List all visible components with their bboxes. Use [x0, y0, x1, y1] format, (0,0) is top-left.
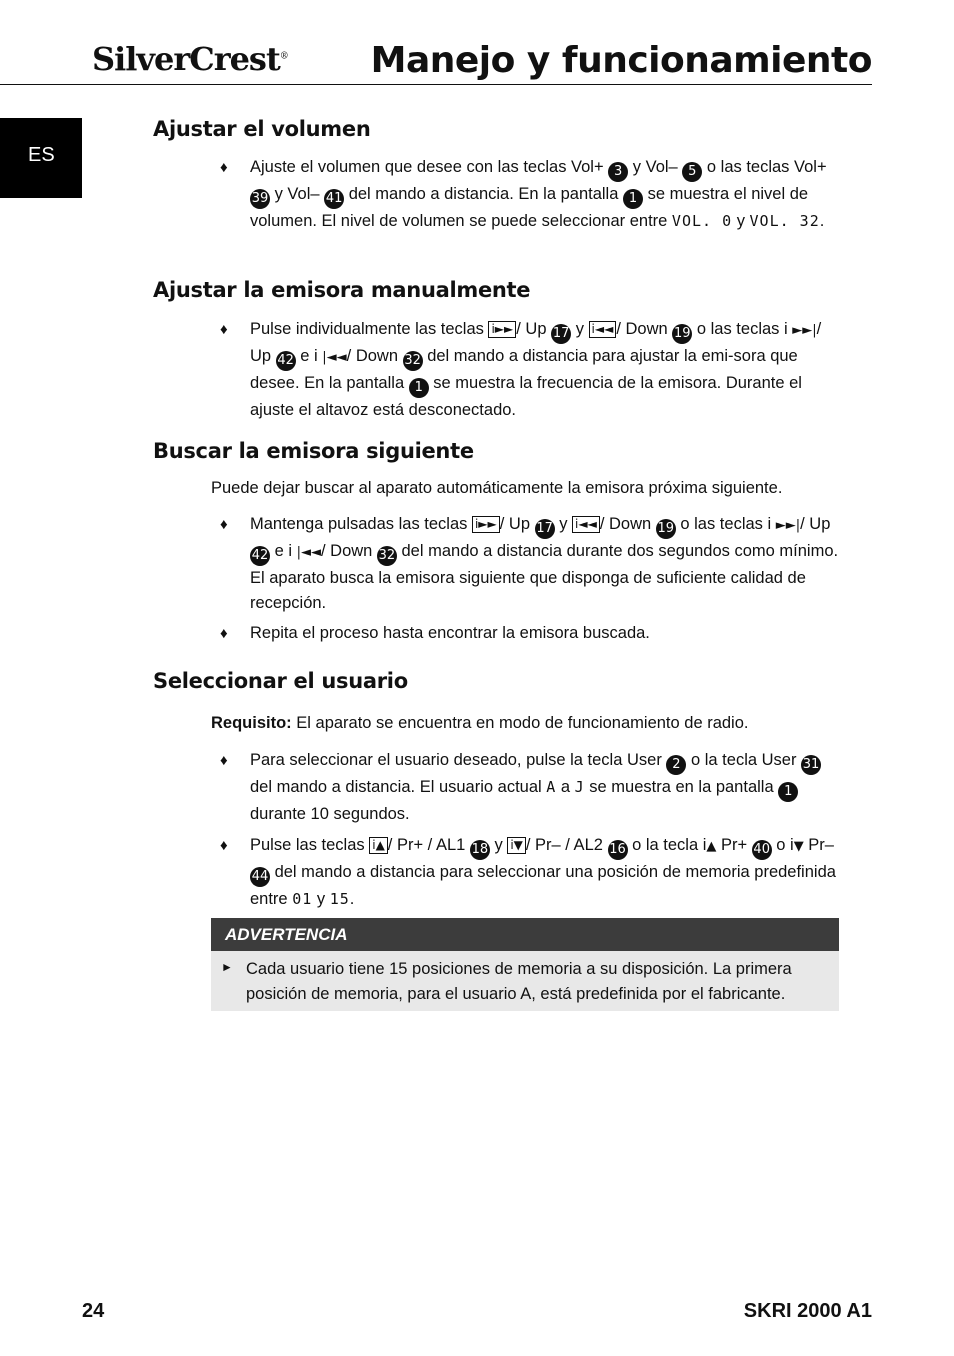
language-tab: ES: [0, 118, 82, 198]
section-title-user: Seleccionar el usuario: [153, 669, 408, 693]
lcd-text: VOL. 0: [671, 212, 733, 230]
callout-number: 2: [666, 755, 686, 775]
search-intro: Puede dejar buscar al aparato automáticamente la emisora próxima siguiente.: [211, 479, 783, 497]
callout-number: 42: [250, 546, 270, 566]
skip-forward-icon: ►►|: [775, 518, 801, 533]
section-title-volume: Ajustar el volumen: [153, 117, 371, 141]
bullet-icon: ♦: [220, 516, 228, 533]
key-skip-forward-icon: i►►: [488, 321, 516, 338]
callout-number: 32: [403, 351, 423, 371]
user-select-instruction: Para seleccionar el usuario deseado, pulse la tecla User 2 o la tecla User 31 del mando a distancia. El usuario actual A a J se muestra en la pantalla 1 durante 10 segundos.: [250, 751, 820, 823]
volume-instruction: Ajuste el volumen que desee con las teclas Vol+ 3 y Vol– 5 o las teclas Vol+ 39 y Vol– 41 del mando a distancia. En la pantalla 1 se muestra el nivel de volumen. El nivel de volumen se puede seleccionar entre VOL. 0 y VOL. 32.: [250, 158, 827, 230]
manual-tuning-instruction: Pulse individualmente las teclas i►► / Up 17 y i◄◄ / Down 19 o las teclas i ►►|/ Up 42 e i |◄◄/ Down 32 del mando a distancia para ajustar la emi-sora que desee. En la pantalla 1 se muestra la frecuencia de la emisora. Durante el ajuste el altavoz está desconectado.: [250, 320, 822, 419]
callout-number: 1: [409, 378, 429, 398]
callout-number: 16: [608, 840, 628, 860]
search-instruction: Mantenga pulsadas las teclas i►► / Up 17 y i◄◄ / Down 19 o las teclas i ►►|/ Up 42 e i |◄◄/ Down 32 del mando a distancia durante dos segundos como mínimo. El aparato busca la emisora siguiente que disponga de suficiente calidad de recepción.: [250, 515, 839, 612]
callout-number: 31: [801, 755, 821, 775]
callout-number: 40: [752, 840, 772, 860]
skip-back-icon: |◄◄: [296, 545, 321, 560]
key-skip-forward-icon: i►►: [472, 516, 500, 533]
warning-text: Cada usuario tiene 15 posiciones de memoria a su disposición. La primera posición de memoria, para el usuario A, está predefinida por el fabricante.: [246, 960, 792, 1003]
callout-number: 32: [377, 546, 397, 566]
callout-number: 5: [682, 162, 702, 182]
header-rule: [0, 84, 872, 85]
lcd-text: J: [574, 778, 585, 796]
bullet-icon: ♦: [220, 159, 228, 176]
skip-back-icon: |◄◄: [322, 350, 347, 365]
callout-number: 3: [608, 162, 628, 182]
lcd-text: 15: [329, 890, 350, 908]
up-arrow-icon: ▲: [706, 839, 717, 854]
lcd-text: VOL. 32: [749, 212, 820, 230]
search-repeat-instruction: Repita el proceso hasta encontrar la emisora buscada.: [250, 624, 650, 642]
callout-number: 19: [656, 519, 676, 539]
lcd-text: 01: [292, 890, 313, 908]
callout-number: 41: [324, 189, 344, 209]
section-title-search: Buscar la emisora siguiente: [153, 439, 474, 463]
page-number: 24: [82, 1300, 105, 1322]
callout-number: 39: [250, 189, 270, 209]
page-title: Manejo y funcionamiento: [370, 40, 872, 81]
callout-number: 42: [276, 351, 296, 371]
bullet-icon: ♦: [220, 837, 228, 854]
key-down-icon: i▼: [507, 837, 526, 854]
arrow-icon: ►: [221, 960, 233, 974]
callout-number: 18: [470, 840, 490, 860]
callout-number: 1: [623, 189, 643, 209]
warning-box: [211, 918, 839, 1011]
requirement-label: Requisito:: [211, 714, 292, 732]
lcd-text: A: [546, 778, 557, 796]
callout-number: 17: [535, 519, 555, 539]
preset-instruction: Pulse las teclas i▲ / Pr+ / AL1 18 y i▼ / Pr– / AL2 16 o la tecla i▲ Pr+ 40 o i▼ Pr– 44 del mando a distancia para seleccionar una posición de memoria predefinida entre 01 y 15.: [250, 836, 836, 908]
skip-forward-icon: ►►|: [792, 323, 817, 338]
section-title-manual-tuning: Ajustar la emisora manualmente: [153, 278, 531, 302]
callout-number: 44: [250, 867, 270, 887]
callout-number: 1: [778, 782, 798, 802]
brand-logo: SilverCrest®: [92, 40, 288, 78]
bullet-icon: ♦: [220, 625, 228, 642]
key-skip-back-icon: i◄◄: [589, 321, 617, 338]
bullet-icon: ♦: [220, 752, 228, 769]
model-number: SKRI 2000 A1: [743, 1300, 872, 1322]
key-up-icon: i▲: [369, 837, 388, 854]
warning-title: ADVERTENCIA: [211, 918, 839, 951]
key-skip-back-icon: i◄◄: [572, 516, 600, 533]
callout-number: 19: [672, 324, 692, 344]
bullet-icon: ♦: [220, 321, 228, 338]
requirement: Requisito: El aparato se encuentra en modo de funcionamiento de radio.: [211, 714, 749, 732]
callout-number: 17: [551, 324, 571, 344]
down-arrow-icon: ▼: [793, 839, 804, 854]
